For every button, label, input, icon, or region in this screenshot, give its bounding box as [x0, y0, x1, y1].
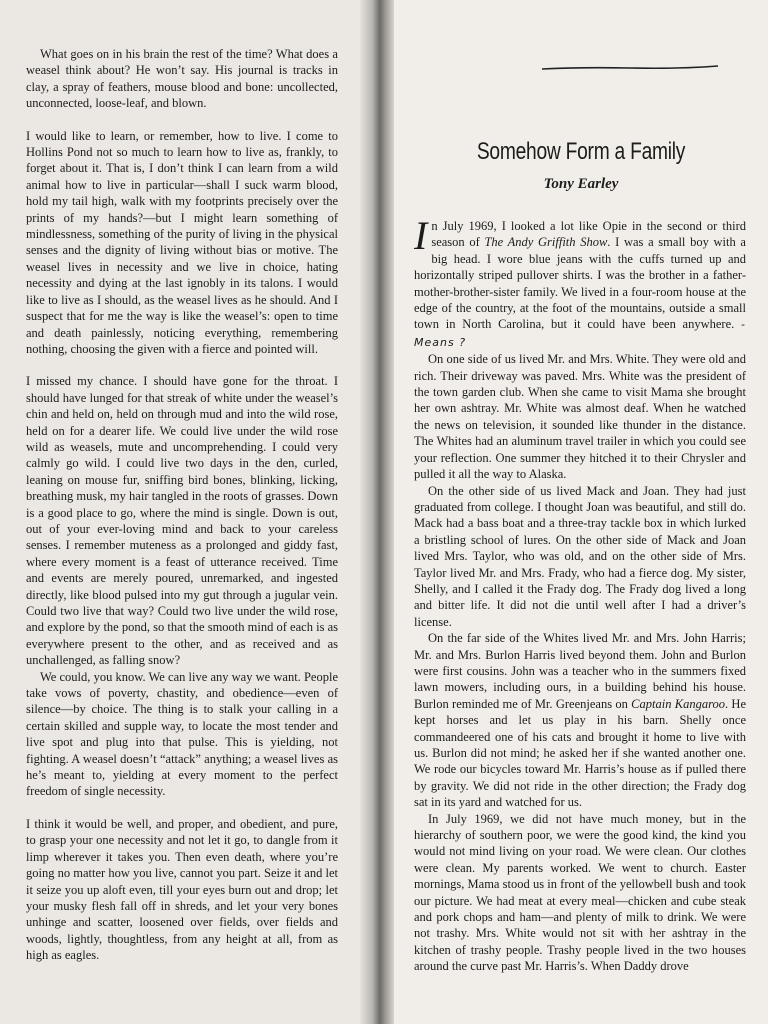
right-paragraphs — [414, 351, 746, 630]
paragraph: What goes on in his brain the rest of the time? What does a weasel think about? He won’t say. His journal is tracks in clay, a spray of feathers, mouse blood and bone: uncollected, unconnected, loose-leaf, and blown. — [26, 47, 338, 111]
handwritten-note: - Means ? — [414, 318, 747, 349]
show-title: The Andy Griffith Show — [484, 235, 608, 250]
right-page — [394, 0, 768, 1024]
final-paragraph: In July 1969, we did not have much money, but in the hierarchy of southern poor, we were the good kind, the kind you would not mind living on your road. We were clean. Our clothes were clean. My parents worked. We went to church. Easter mornings, Mama stood us in front of the yellowbell bush and took our picture. We had meat at every meal—chicken and cube steak and pork chops and ham—and plenty of milk to drink. We were not trashy. Mrs. White would not sit with her ashtray in the kitchen of trashy people. Trashy people lived in the two houses around the curve past Mr. Harris’s. When Daddy drove — [414, 811, 746, 974]
decorative-rule — [540, 64, 720, 72]
paragraph: We could, you know. We can live any way we want. People take vows of poverty, chastity, and obedience—even of silence—by choice. The thing is to stalk your calling in a certain skilled and supple way, to locate the most tender and live spot and plug into that pulse. This is yielding, not fighting. A weasel doesn’t “attack” anything; a weasel lives as he’s meant to, yielding at every moment to the perfect freedom of single necessity. — [26, 669, 338, 799]
drop-cap: I — [414, 213, 428, 258]
harris-paragraph: On the far side of the Whites lived Mr. and Mrs. John Harris; Mr. and Mrs. Burlon Harris lived beyond them. John and Burlon were first cousins. John was a teacher who in the summers fixed lawn mowers, including ours, in a building behind his house. Burlon reminded me of Mr. Greenjeans on Captain Kangaroo. He kept horses and let us play in his barn. Shelly once commandeered one of his cats and brought it home to live with us. Burlon did not mind; he asked her if she wanted another one. We rode our bicycles toward Mr. Harris’s house as if pulled there by gravity. We did not ride in the other direction; the Frady dog sat in its yard and watched for us. — [414, 631, 747, 810]
paragraph: On the other side of us lived Mack and Joan. They had just graduated from college. I thought Joan was beautiful, and still do. Mack had a bass boat and a three-tray tackle box in which lurked a bristling school of lures. On the other side of Mack and Joan lived Mrs. Taylor, who was old, and on the other side of Mrs. Taylor lived Mr. and Mrs. Frady, who had a fierce dog. My sister, Shelly, and I called it the Frady dog. The Frady dog lived a long and bitter life. It did not die until well after I had a driver’s license. — [414, 483, 746, 629]
paragraph: I think it would be well, and proper, and obedient, and pure, to grasp your one necessity and not let it go, to dangle from it limp wherever it takes you. Then even death, where you’re going no matter how you live, cannot you part. Seize it and let it seize you up aloft even, till your eyes burn out and drop; let your musky flesh fall off in shreds, and let your very bones unhinge and scatter, loosened over fields, over fields and woods, lightly, thoughtless, from any height at all, from as high as eagles. — [26, 816, 338, 963]
opening-paragraph: In July 1969, I looked a lot like Opie in the second or third season of The Andy Griffith Show. I was a small boy with a big head. I wore blue jeans with the cuffs turned up and horizontally striped pullover shirts. I was the brother in a father-mother-brother-sister family. We lived in a four-room house at the edge of the country, at the foot of the mountains, outside a small town in North Carolina, but it could have been anywhere. - Means ? — [414, 213, 747, 349]
right-page-text — [414, 213, 747, 975]
story-title: Somehow Form a Family — [476, 138, 686, 165]
story-author: Tony Earley — [543, 176, 619, 192]
paragraph: I missed my chance. I should have gone for the throat. I should have lunged for that streak of white under the weasel’s chin and held on, held on through mud and into the wild rose, held on for a dearer life. We could live under the wild rose wild as weasels, mute and uncomprehending. I could very calmly go wild. I could live two days in the den, curled, leaning on mouse fur, sniffing bird bones, blinking, licking, breathing musk, my hair tangled in the roots of grasses. Down is a good place to go, where the mind is single. Down is out, out of your ever-loving mind and back to your careless senses. I remember muteness as a prolonged and giddy fast, where every moment is a feast of utterance received. Time and events are merely poured, unremarked, and ingested directly, like blood pulsed into my gut through a jugular vein. Could two live that way? Could two live under the wild rose, and explore by the pond, so that the smooth mind of each is as everywhere present to the other, and as received and as unchallenged, as falling snow? — [26, 374, 338, 668]
show-title: Captain Kangaroo — [631, 696, 725, 711]
left-page-text — [26, 46, 338, 964]
left-page — [0, 0, 368, 1024]
paragraph: I would like to learn, or remember, how to live. I come to Hollins Pond not so much to learn how to live as, frankly, to forget about it. That is, I don’t think I can learn from a wild animal how to live in particular—shall I suck warm blood, hold my tail high, walk with my footprints precisely over the prints of my hands?—but I might learn something of mindlessness, something of the purity of living in the physical senses and the dignity of living without bias or motive. The weasel lives in necessity and we live in choice, hating necessity and dying at the last ignobly in its talons. I would like to live as I should, as the weasel lives as he should. And I suspect that for me the way is like the weasel’s: open to time and death painlessly, noticing everything, remembering nothing, choosing the given with a fierce and pointed will. — [26, 128, 338, 356]
paragraph: On one side of us lived Mr. and Mrs. White. They were old and rich. Their driveway was paved. Mrs. White was the president of the town garden club. When she came to visit Mama she brought her own ashtray. Mr. White was almost deaf. When he watched the news on television, it sounded like thunder in the distance. The Whites had an aluminum travel trailer in which you could see your reflection. One summer they hitched it to their Chrysler and pulled it all the way to Alaska. — [414, 352, 746, 482]
